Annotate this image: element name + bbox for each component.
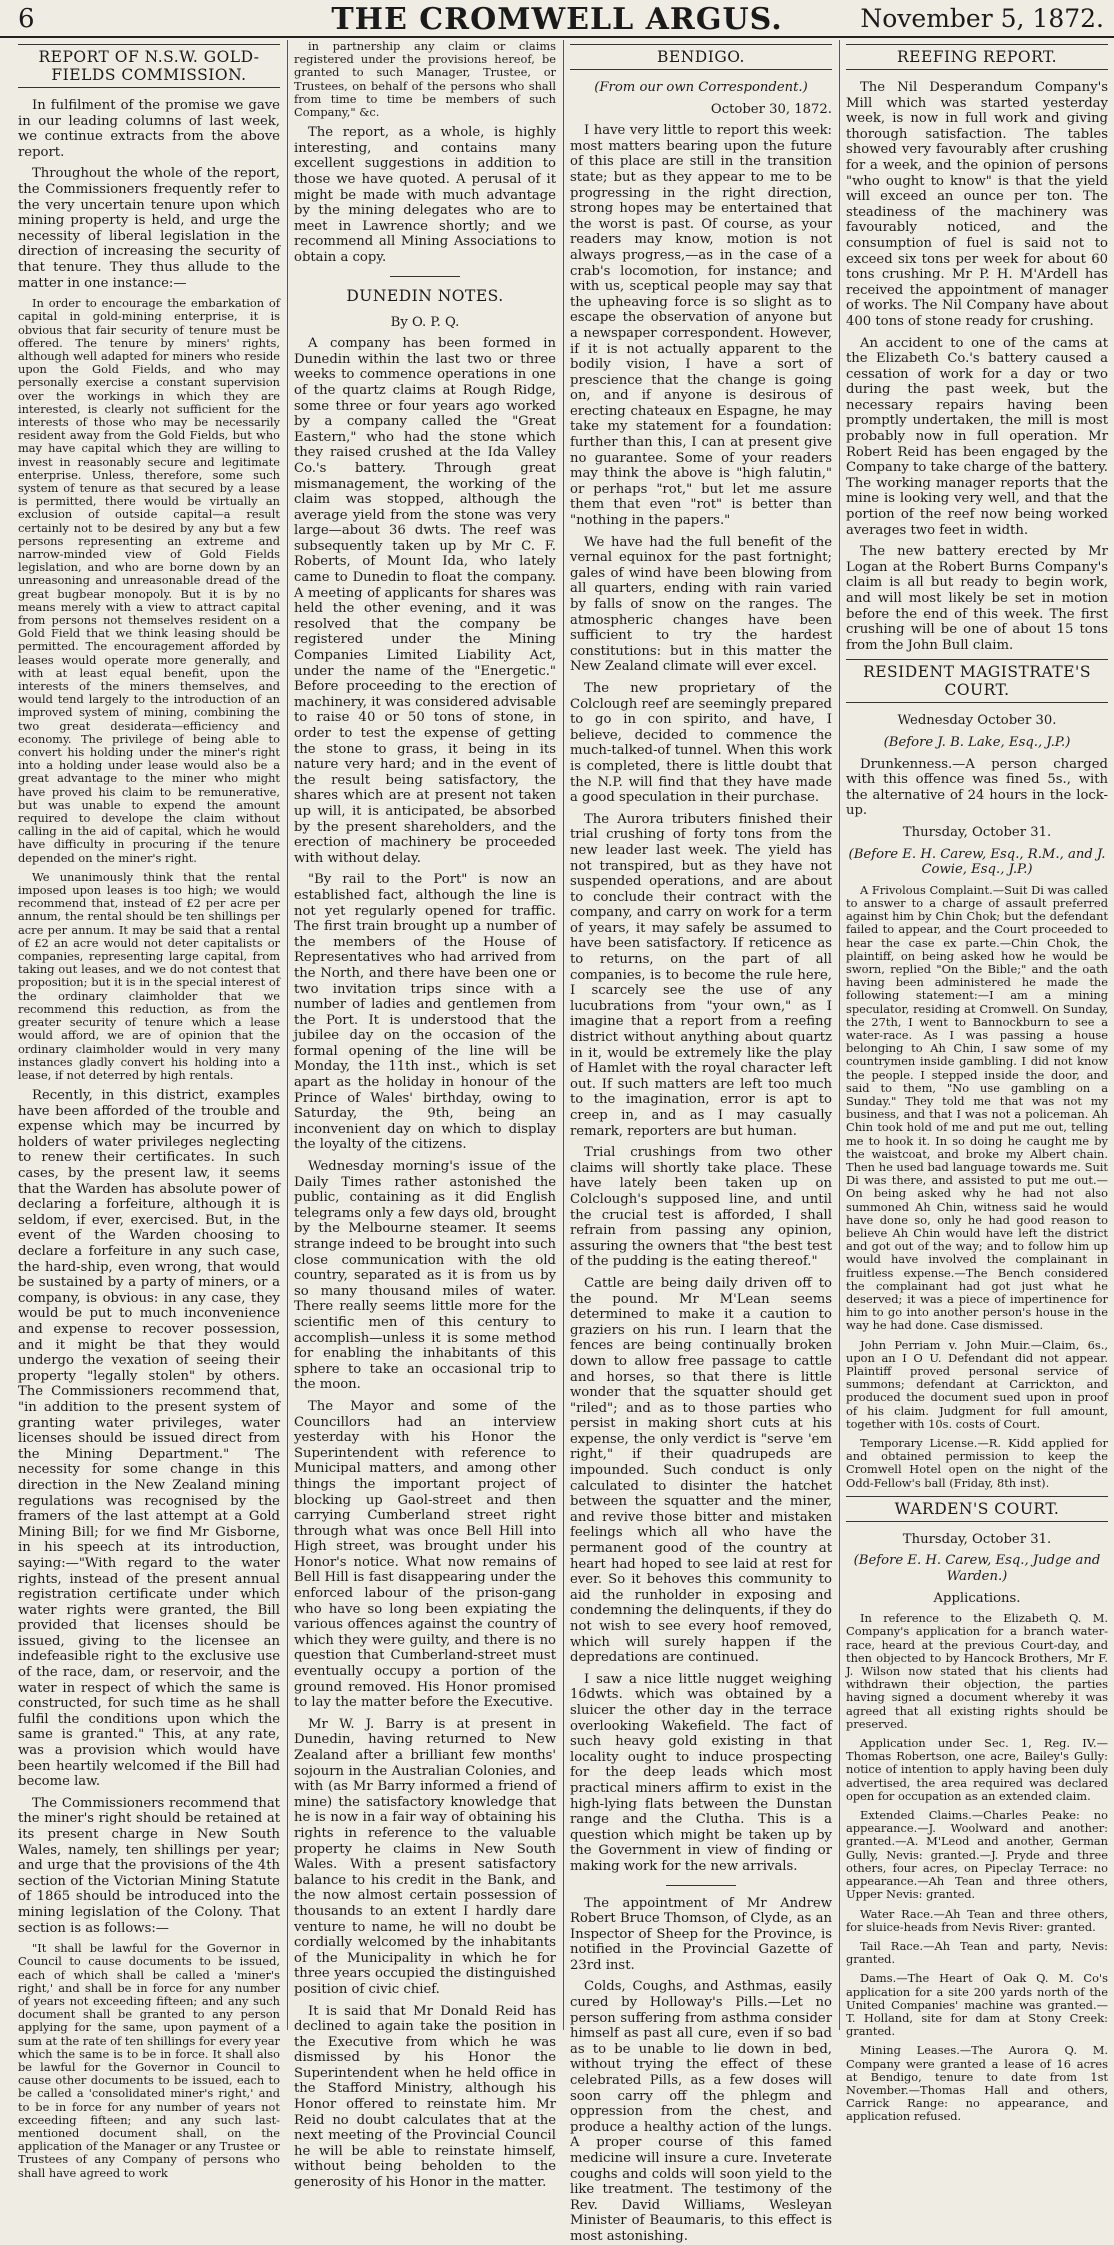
paragraph: In fulfilment of the promise we gave in our leading columns of last week, we continue extracts from the above report.	[18, 98, 280, 160]
quoted-paragraph: We unanimously think that the rental imposed upon leases is too high; we would recommend that, instead of £2 per acre per annum, the rental should be ten shillings per acre per annum. It may be said that a rental of £2 an acre would not deter capitalists or companies, representing large capital, from taking out leases, and we do not contest that proposition; but it is in the special interest of the ordinary claimholder that we recommend this reduction, as from the greater security of tenure which a lease would afford, we are of opinion that the ordinary claimholder would in very many instances gladly convert his holding into a lease, if not deterred by high rentals.	[18, 869, 280, 1082]
paragraph: I saw a nice little nugget weighing 16dwts. which was obtained by a sluicer the other day in the terrace overlooking Wakefield. The fact of such heavy gold existing in that locality ought to induce prospecting for the deep leads which most practical miners affirm to exist in the high-lying flats between the Dunstan range and the Clutha. This is a question which might be taken up by the Government in view of finding or making work for the new arrivals.	[570, 1671, 832, 1874]
quoted-paragraph: In order to encourage the embarkation of capital in gold-mining enterprise, it is obvious that fair security of tenure must be offered. The tenure by miners' rights, although well adapted for miners who reside upon the Gold Fields, and who may personally exercise a constant supervision over the workings in which they are interested, is clearly not sufficient for the interests of those who may be necessarily resident away from the Gold Fields, but who may have capital which they are willing to invest in reasonably secure and legitimate enterprise. Unless, therefore, some such system of tenure as that secured by a lease is permitted, there would be virtually an exclusion of outside capital—a result certainly not to be desired by any but a few persons representing an extreme and narrow-minded view of Gold Fields legislation, and who are borne down by an unreasoning and unreasonable dread of the great bugbear monopoly. But it is by no means merely with a view to attract capital from persons not themselves resident on a Gold Field that we think leasing should be permitted. The encouragement afforded by leases would operate more generally, and with at least equal benefit, upon the interests of the miners themselves, and would tend largely to the introduction of an improved system of mining, combining the two great desiderata—efficiency and economy. The privilege of being able to convert his holding under the miner's right into a holding under lease would also be a great advantage to the miner who might have proved his claim to be remunerative, but was unable to expend the amount required to develope the claim without calling in the aid of capital, which he would have difficulty in procuring if the tenure depended on the miner's right.	[18, 296, 280, 865]
section-label: Applications.	[933, 1590, 1021, 1606]
court-bench: (Before E. H. Carew, Esq., Judge and Warden.)	[853, 1553, 1101, 1585]
article-heading-gold-fields: REPORT OF N.S.W. GOLD-FIELDS COMMISSION.	[18, 44, 280, 88]
paragraph: The new battery erected by Mr Logan at the Robert Burns Company's claim is all but ready to begin work, and will most likely be set in motion before the end of this week. The first crushing will be one of about 15 tons from the John Bull claim.	[846, 544, 1108, 653]
paragraph: The report, as a whole, is highly interesting, and contains many excellent suggestions in addition to those we have quoted. A perusal of it might be made with much advantage by the mining delegates who are to meet in Lawrence shortly; and we recommend all Mining Associations to obtain a copy.	[294, 125, 556, 265]
paragraph: Dams.—The Heart of Oak Q. M. Co's application for a site 200 yards north of the United Companies' machine was granted.—T. Holland, site for dam at Stony Creek: granted.	[846, 1971, 1108, 2039]
paragraph: The Mayor and some of the Councillors had an interview yesterday with his Honor the Superintendent with reference to Municipal matters, and among other things the important project of blocking up Gaol-street and then carrying Cumberland street right through what was once Bell Hill into High street, was brought under his Honor's notice. What now remains of Bell Hill is fast disappearing under the enforced labour of the prison-gang who have so long been expiating the various offences against the country of which they were guilty, and there is no question that Cumberland-street must eventually occupy a portion of the ground removed. His Honor promised to lay the matter before the Executive.	[294, 1398, 556, 1711]
column-rule	[839, 40, 840, 2030]
column-4	[846, 40, 1108, 2124]
paragraph: "By rail to the Port" is now an established fact, although the line is not yet regularly opened for traffic. The first train brought up a number of the members of the House of Representatives who had arrived from the North, and there have been one or two invitation trips since with a number of ladies and gentlemen from the Port. It is understood that the jubilee day on the occasion of the formal opening of the line will be Monday, the 11th inst., which is set apart as the holiday in honour of the Prince of Wales' birthday, owing to Saturday, the 9th, being an inconvenient day on which to display the loyalty of the citizens.	[294, 872, 556, 1153]
column-1	[18, 40, 280, 2180]
quoted-paragraph: in partnership any claim or claims registered under the provisions hereof, be granted to such Manager, Trustee, or Trustees, on behalf of the persons who shall from time to time be members of such Company," &c.	[294, 39, 556, 120]
article-date: October 30, 1872.	[710, 101, 832, 117]
paragraph: Temporary License.—R. Kidd applied for and obtained permission to keep the Cromwell Hotel open on the night of the Odd-Fellow's ball (Friday, 8th inst).	[846, 1436, 1108, 1490]
paragraph: A company has been formed in Dunedin within the last two or three weeks to commence operations in one of the quartz claims at Rough Ridge, some three or four years ago worked by a company called the "Great Eastern," who had the stone which they raised crushed at the Ida Valley Co.'s battery. Through great mismanagement, the working of the claim was stopped, although the average yield from the stone was very large—about 36 dwts. The reef was subsequently taken up by Mr C. F. Roberts, of Mount Ida, who lately came to Dunedin to float the company. A meeting of applicants for shares was held the other evening, and it was resolved that the company be registered under the Mining Companies Limited Liability Act, under the name of the "Energetic." Before proceeding to the erection of machinery, it was considered advisable to raise 40 or 50 tons of stone, in order to test the expense of getting the stone to grass, it being in its nature very hard; and in the event of the result being satisfactory, the shares which are at present not taken up will, it is anticipated, be absorbed by the present shareholders, and the erection of machinery be proceeded with without delay.	[294, 336, 556, 866]
paragraph: Drunkenness.—A person charged with this offence was fined 5s., with the alternative of 24 hours in the lock-up.	[846, 756, 1108, 819]
article-heading-dunedin-notes: DUNEDIN NOTES.	[346, 286, 504, 305]
column-rule	[563, 40, 564, 2030]
paragraph: It is said that Mr Donald Reid has declined to again take the position in the Executive from which he was dismissed by his Honor the Superintendent when he held office in the Stafford Ministry, although his Honor offered to reinstate him. Mr Reid no doubt calculates that at the next meeting of the Provincial Council he will be able to reinstate himself, without being beholden to the generosity of his Honor in the matter.	[294, 2003, 556, 2191]
paragraph: In reference to the Elizabeth Q. M. Company's application for a branch water-race, heard at the previous Court-day, and then objected to by Hancock Brothers, Mr F. J. Wilson now stated that his clients had withdrawn their objection, the parties having signed a document whereby it was agreed that all existing rights should be preserved.	[846, 1611, 1108, 1731]
article-heading-bendigo: BENDIGO.	[570, 44, 832, 70]
paragraph: Tail Race.—Ah Tean and party, Nevis: granted.	[846, 1938, 1108, 1967]
paragraph: Cattle are being daily driven off to the pound. Mr M'Lean seems determined to make it a caution to graziers on his run. I learn that the fences are being continually broken down to allow free passage to cattle and horses, so that there is little wonder that the squatter should get "riled"; and as to those parties who persist in making short cuts at his expense, the only verdict is "serve 'em right," if their quadrupeds are impounded. Such conduct is only calculated to disinter the hatchet between the squatter and the miner, and revive those bitter and mistaken feelings which all who have the permanent good of the country at heart had hoped to see laid at rest for ever. So it behoves this community to aid the runholder in exposing and condemning the delinquents, if they do not wish to see every hoof removed, which will surely happen if the depredations are continued.	[570, 1275, 832, 1666]
dateline: (From our own Correspondent.)	[594, 80, 808, 95]
court-date: Thursday, October 31.	[902, 824, 1052, 840]
divider	[390, 276, 460, 277]
divider	[666, 1885, 736, 1886]
paragraph: Water Race.—Ah Tean and three others, for sluice-heads from Nevis River: granted.	[846, 1906, 1108, 1934]
paragraph: Mining Leases.—The Aurora Q. M. Company were granted a lease of 16 acres at Bendigo, tenure to date from 1st November.—Thomas Hall and others, Carrick Range: no appearance, and application refused.	[846, 2043, 1108, 2124]
paragraph: I have very little to report this week: most matters bearing upon the future of this place are still in the transition state; but as they appear to me to be progressing in the right direction, strong hopes may be entertained that the worst is past. Of course, as your readers may know, motion is not always progress,—as in the case of a crab's locomotion, for instance; and with us, sceptical people may say that the upheaving force is so slight as to escape the observation of anyone but a newspaper correspondent. However, if it is not actually apparent to the bodily vision, I have a sort of prescience that the change is going on, and if anyone is desirous of erecting chateaux en Espagne, he may take my statement for a foundation: further than this, I can at present give no guarantee. Some of your readers may think the above is "high falutin," or perhaps "rot," but let me assure them that even "rot" is better than "nothing in the papers."	[570, 123, 832, 529]
court-date: Thursday, October 31.	[902, 1531, 1052, 1547]
column-2	[294, 39, 556, 2191]
paragraph: An accident to one of the cams at the Elizabeth Co.'s battery caused a cessation of work for a day or two during the past week, but the necessary repairs having been promptly undertaken, the mill is most probably now in full operation. Mr Robert Reid has been engaged by the Company to take charge of the battery. The working manager reports that the mine is looking very well, and that the portion of the reef now being worked averages two feet in width.	[846, 335, 1108, 538]
paragraph: A Frivolous Complaint.—Suit Di was called to answer to a charge of assault preferred against him by Chin Chok; but the defendant failed to appear, and the Court proceeded to hear the case ex parte.—Chin Chok, the plaintiff, on being asked how he would be sworn, replied "On the Bible;" and the oath having been administered he made the following statement:—I am a mining speculator, residing at Cromwell. On Sunday, the 27th, I went to Bannockburn to see a water-race. As I was passing a house belonging to Ah Chin, I saw some of my countrymen inside gambling. I did not know the people. I stepped inside the door, and said to them, "No use gambling on a Sunday." They told me that was not my business, and that I was not a policeman. Ah Chin took hold of me and put me out, telling me to hook it. In so doing he caught me by the waistcoat, and broke my Albert chain. Then he used bad language towards me. Suit Di was there, and assisted to put me out.—On being asked why he had not also summoned Ah Chin, witness said he would have done so, only he had good reason to believe Ah Chin would have left the district and got out of the way; and to follow him up would have involved the complainant in fruitless expense.—The Bench considered the complainant had got just what he deserved; it was a piece of impertinence for him to go into another person's house in the way he had done. Case dismissed.	[846, 882, 1108, 1333]
byline: By O. P. Q.	[390, 314, 460, 330]
paragraph: Extended Claims.—Charles Peake: no appearance.—J. Woolward and another: granted.—A. M'Leod and another, German Gully, Nevis: granted.—J. Pryde and three others, four acres, on Pipeclay Terrace: no appearance.—Ah Tean and three others, Upper Nevis: granted.	[846, 1808, 1108, 1902]
paragraph: Application under Sec. 1, Reg. IV.—Thomas Robertson, one acre, Bailey's Gully: notice of intention to apply having been duly advertised, the area required was declared open for occupation as an extended claim.	[846, 1736, 1108, 1803]
column-3	[570, 40, 832, 2244]
court-date: Wednesday October 30.	[897, 713, 1057, 729]
paragraph: The appointment of Mr Andrew Robert Bruce Thomson, of Clyde, as an Inspector of Sheep for the Province, is notified in the Provincial Gazette of 23rd inst.	[570, 1895, 832, 1973]
quoted-paragraph: "It shall be lawful for the Governor in Council to cause documents to be issued, each of which shall be called a 'miner's right,' and shall be in force for any number of years not exceeding fifteen; and any such document shall be granted to any person applying for the same, upon payment of a sum at the rate of ten shillings for every year which the same is to be in force. It shall also be lawful for the Governor in Council to cause other documents to be issued, each to be called a 'consolidated miner's right,' and to be in force for any number of years not exceeding fifteen; and any such last-mentioned document shall, on the application of the Manager or any Trustee or Trustees of any Company of persons who shall have agreed to work	[18, 1941, 280, 2180]
article-heading-resident-magistrates-court: RESIDENT MAGISTRATE'S COURT.	[846, 659, 1108, 703]
paragraph: The Aurora tributers finished their trial crushing of forty tons from the new leader last week. The yield has not transpired, but as they have not suspended operations, and are about to conclude their contract with the company, and carry on work for a term of years, it may safely be assumed to have been satisfactory. If reticence as to returns, on the part of all companies, is to become the rule here, I scarcely see the use of any lucubrations from "your own," as I imagine that a report from a reefing district without anything about quartz in it, would be extremely like the play of Hamlet with the royal character left out. If such matters are left too much to the imagination, error is apt to creep in, and as I may casually remark, reporters are but human.	[570, 811, 832, 1139]
issue-date: November 5, 1872.	[860, 4, 1104, 33]
paragraph: The Nil Desperandum Company's Mill which was started yesterday week, is now in full work and giving thorough satisfaction. The tables showed very favourably after crushing for a week, and the opinion of persons "who ought to know" is that the yield will exceed an ounce per ton. The steadiness of the machinery was favourably noticed, and the consumption of fuel is said not to exceed six tons per week for about 60 tons crushing. Mr P. H. M'Ardell has received the appointment of manager of works. The Nil Company have about 400 tons of stone ready for crushing.	[846, 80, 1108, 329]
page-number: 6	[18, 4, 35, 34]
article-heading-wardens-court: WARDEN'S COURT.	[846, 1496, 1108, 1522]
paragraph: Recently, in this district, examples have been afforded of the trouble and expense which may be incurred by holders of water privileges neglecting to renew their certificates. In such cases, by the present law, it seems that the Warden has absolute power of declaring a forfeiture, although it is seldom, if ever, exercised. But, in the event of the Warden choosing to declare a forfeiture in any such case, the hard-ship, even wrong, that would be sustained by a party of miners, or a company, is obvious: in any case, they would be put to much inconvenience and expense to recover possession, and it might be that they would undergo the vexation of seeing their property "legally stolen" by others. The Commissioners recommend that, "in addition to the present system of granting water privileges, water licenses should be issued direct from the Mining Department." The necessity for some change in this direction in the New Zealand mining regulations was recognised by the framers of the last attempt at a Gold Mining Bill; for we find Mr Gisborne, in his speech at its introduction, saying:—"With regard to the water rights, instead of the present annual registration certificate under which water rights were granted, the Bill provided that licenses should be issued, giving to the licensee an indefeasible right to the exclusive use of the race, dam, or reservoir, and the water in respect of which the same is constructed, for such time as he shall fulfil the conditions upon which the same is granted." This, at any rate, was a provision which would have been heartily welcomed if the Bill had become law.	[18, 1088, 280, 1790]
column-rule	[287, 40, 288, 2030]
court-bench: (Before E. H. Carew, Esq., R.M., and J. Cowie, Esq., J.P.)	[848, 846, 1106, 878]
article-heading-reefing-report: REEFING REPORT.	[846, 44, 1108, 70]
paragraph: Colds, Coughs, and Asthmas, easily cured by Holloway's Pills.—Let no person suffering from asthma consider himself as past all cure, even if so bad as to be unable to lie down in bed, without trying the effect of these celebrated Pills, as a few doses will soon carry off the phlegm and oppression from the chest, and produce a healthy action of the lungs. A proper course of this famed medicine will insure a cure. Inveterate coughs and colds will soon yield to the like treatment. The testimony of the Rev. David Williams, Wesleyan Minister of Beaumaris, to this effect is most astonishing.	[570, 1979, 832, 2244]
paragraph: Mr W. J. Barry is at present in Dunedin, having returned to New Zealand after a brilliant few months' sojourn in the Australian Colonies, and with (as Mr Barry informed a friend of mine) the satisfactory knowledge that he is now in a fair way of obtaining his rights in reference to the valuable property he claims in New South Wales. With a present satisfactory balance to his credit in the Bank, and the now almost certain possession of thousands to an extent I hardly dare venture to name, he will no doubt be cordially welcomed by the inhabitants of the Municipality in which he for three years occupied the distinguished position of civic chief.	[294, 1716, 556, 1997]
newspaper-title: THE CROMWELL ARGUS.	[331, 2, 783, 37]
paragraph: Throughout the whole of the report, the Commissioners frequently refer to the very uncertain tenure upon which mining property is held, and urge the necessity of liberal legislation in the direction of increasing the security of that tenure. They thus allude to the matter in one instance:—	[18, 166, 280, 291]
paragraph: Wednesday morning's issue of the Daily Times rather astonished the public, containing as it did English telegrams only a few days old, brought by the Melbourne steamer. It seems strange indeed to be brought into such close communication with the old country, separated as it is from us by so many thousand miles of water. There really seems little more for the scientific men of this century to accomplish—unless it is some method for enabling the inhabitants of this sphere to take an occasional trip to the moon.	[294, 1159, 556, 1393]
paragraph: We have had the full benefit of the vernal equinox for the past fortnight; gales of wind have been blowing from all quarters, ending with rain varied by falls of snow on the ranges. The atmospheric changes have been sufficient to try the hardest constitutions: but in this matter the New Zealand climate will ever excel.	[570, 534, 832, 675]
paragraph: The Commissioners recommend that the miner's right should be retained at its present charge in New South Wales, namely, ten shillings per year; and urge that the provisions of the 4th section of the Victorian Mining Statute of 1865 should be introduced into the mining legislation of the Colony. That section is as follows:—	[18, 1795, 280, 1936]
paragraph: Trial crushings from two other claims will shortly take place. These have lately been taken up on Colclough's supposed line, and until the crucial test is afforded, I shall refrain from passing any opinion, assuring the owners that "the best test of the pudding is the eating thereof."	[570, 1145, 832, 1270]
paragraph: The new proprietary of the Colclough reef are seemingly prepared to go in con spirito, and have, I believe, decided to commence the much-talked-of tunnel. When this work is completed, there is little doubt that the N.P. will find that they have made a good speculation in their purchase.	[570, 680, 832, 806]
paragraph: John Perriam v. John Muir.—Claim, 6s., upon an I O U. Defendant did not appear. Plaintiff proved personal service of summons; defendant at Carrickton, and produced the document sued upon in proof of his claim. Judgment for full amount, together with 10s. costs of Court.	[846, 1337, 1108, 1431]
court-bench: (Before J. B. Lake, Esq., J.P.)	[883, 734, 1071, 750]
masthead	[0, 0, 1114, 38]
